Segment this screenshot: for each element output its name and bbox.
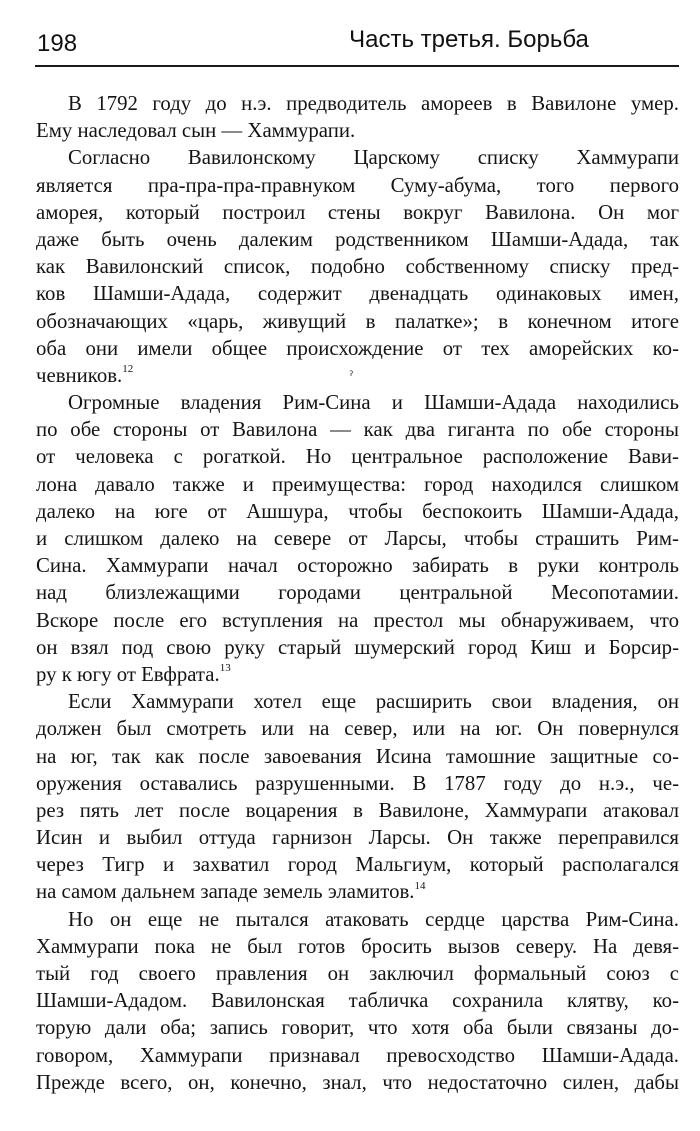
line-text: по обе стороны от Вавилона — как два гиганта по обе стороны [36, 418, 679, 442]
text-line [36, 362, 679, 389]
line-text: тый год своего правления он заключил формальный союз с [36, 962, 679, 985]
line-text: лона давало также и преимущества: город находился слишком [36, 472, 679, 496]
paragraph [36, 144, 679, 389]
header-rule [35, 65, 679, 67]
line-text: является пра-пра-пра-правнуком Суму-абума, того первого [36, 173, 679, 197]
line-text: В 1792 году до н.э. предводитель амореев в Вавилоне умер. [68, 92, 679, 115]
line-text: над близлежащими городами центральной Месопотамии. [36, 581, 679, 605]
paragraph [36, 688, 679, 906]
paragraph [36, 90, 679, 144]
line-text: Огромные владения Рим-Сина и Шамши-Адада находились [68, 391, 679, 415]
text-line [36, 416, 679, 443]
line-text: Шамши-Ададом. Вавилонская табличка сохранила клятву, ко- [36, 989, 679, 1013]
text-line [36, 743, 679, 770]
text-line [36, 933, 679, 960]
text-line [36, 525, 679, 552]
line-text: далеко на юге от Ашшура, чтобы беспокоить Шамши-Адада, [36, 499, 679, 523]
text-line [36, 851, 679, 878]
text-line [36, 607, 679, 634]
footnote-ref: 12 [122, 362, 134, 375]
line-text: Сина. Хаммурапи начал осторожно забирать в руки контроль [36, 554, 679, 578]
text-line [36, 226, 679, 253]
page-number: 198 [37, 30, 78, 57]
line-text: говором, Хаммурапи признавал превосходство Шамши-Адада. [36, 1043, 679, 1067]
text-line [36, 824, 679, 851]
line-text: Если Хаммурапи хотел еще расширить свои владения, он [68, 690, 679, 714]
text-line [36, 770, 679, 797]
text-line [36, 199, 679, 226]
text-line [36, 688, 679, 715]
line-text: на юг, так как после завоевания Исина тамошние защитные со- [36, 744, 679, 768]
line-text: аморея, который построил стены вокруг Вавилона. Он мог [36, 200, 679, 224]
line-text: рез пять лет после воцарения в Вавилоне, Хаммурапи атаковал [36, 798, 679, 822]
text-line [36, 878, 679, 905]
text-line [36, 552, 679, 579]
text-line [36, 117, 679, 144]
body-text [36, 90, 679, 1096]
text-line [36, 308, 679, 335]
text-line [36, 987, 679, 1014]
line-text: обозначающих «царь, живущий в палатке»; в конечном итоге [36, 309, 679, 333]
line-text: Ему наследовал сын — Хаммурапи. [36, 119, 356, 143]
text-line [36, 498, 679, 525]
line-text: Но он еще не пытался атаковать сердце царства Рим-Сина. [68, 907, 679, 931]
text-line [36, 253, 679, 280]
line-text: через Тигр и захватил город Мальгиум, который располагался [36, 853, 679, 877]
line-text: Исин и выбил оттуда гарнизон Ларсы. Он также переправился [36, 826, 679, 850]
text-line [36, 90, 679, 117]
paragraph [36, 906, 679, 1096]
text-line [36, 389, 679, 416]
line-text: он взял под свою руку старый шумерский город Киш и Борсир- [36, 635, 679, 659]
text-line [36, 906, 679, 933]
text-line [36, 960, 679, 987]
text-line [36, 280, 679, 307]
line-text: торую дали оба; запись говорит, что хотя оба были связаны до- [36, 1016, 679, 1040]
stray-mark: ˀ [349, 369, 354, 383]
line-text: даже быть очень далеким родственником Шамши-Адада, так [36, 227, 679, 251]
line-text: Согласно Вавилонскому Царскому списку Хаммурапи [68, 146, 679, 170]
line-text: и слишком далеко на севере от Ларсы, чтобы страшить Рим- [36, 527, 679, 550]
text-line [36, 1069, 679, 1096]
text-line [36, 797, 679, 824]
line-text: чевников. [36, 363, 123, 387]
line-text: должен был смотреть или на север, или на юг. Он повернулся [36, 717, 679, 741]
footnote-ref: 14 [414, 879, 426, 892]
text-line [36, 634, 679, 661]
text-line [36, 471, 679, 498]
line-text: Хаммурапи пока не был готов бросить вызов северу. На девя- [36, 934, 679, 958]
text-line [36, 144, 679, 171]
line-text: от человека с рогаткой. Но центральное расположение Вави- [36, 445, 679, 469]
paragraph [36, 389, 679, 688]
text-line [36, 579, 679, 606]
line-text: Прежде всего, он, конечно, знал, что недостаточно силен, дабы [36, 1070, 679, 1094]
line-text: как Вавилонский список, подобно собственному списку пред- [36, 255, 679, 279]
text-line [36, 661, 679, 688]
text-line [36, 172, 679, 199]
line-text: ков Шамши-Адада, содержит двенадцать одинаковых имен, [36, 282, 679, 306]
line-text: оба они имели общее происхождение от тех аморейских ко- [36, 336, 679, 360]
running-title: Часть третья. Борьба [349, 26, 589, 53]
footnote-ref: 13 [219, 662, 231, 675]
line-text: на самом дальнем западе земель эламитов. [36, 880, 415, 904]
line-text: оружения оставались разрушенными. В 1787 году до н.э., че- [36, 771, 679, 795]
page-header [35, 26, 681, 60]
line-text: ру к югу от Евфрата. [36, 662, 220, 686]
text-line [36, 1042, 679, 1069]
text-line [36, 335, 679, 362]
text-line [36, 1014, 679, 1041]
text-line [36, 715, 679, 742]
text-line [36, 443, 679, 470]
line-text: Вскоре после его вступления на престол мы обнаруживаем, что [36, 608, 679, 632]
